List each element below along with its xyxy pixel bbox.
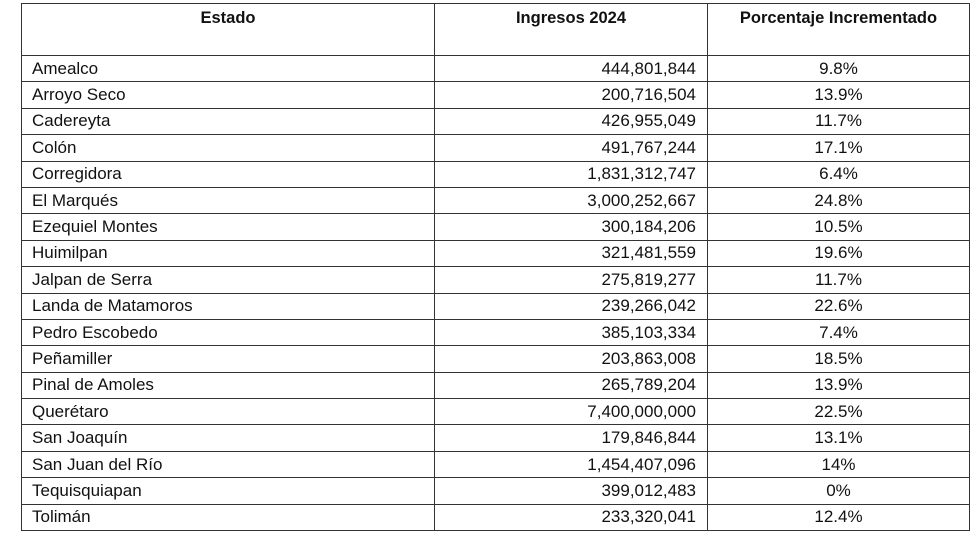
cell-porcentaje: 9.8%	[708, 56, 970, 82]
cell-estado: Jalpan de Serra	[22, 267, 435, 293]
cell-ingresos: 203,863,008	[435, 346, 708, 372]
cell-estado: El Marqués	[22, 187, 435, 213]
cell-estado: Pinal de Amoles	[22, 372, 435, 398]
cell-ingresos: 321,481,559	[435, 240, 708, 266]
cell-ingresos: 200,716,504	[435, 82, 708, 108]
cell-ingresos: 399,012,483	[435, 478, 708, 504]
cell-ingresos: 275,819,277	[435, 267, 708, 293]
table-row	[22, 399, 970, 425]
cell-estado: San Joaquín	[22, 425, 435, 451]
cell-estado: Tequisquiapan	[22, 478, 435, 504]
cell-estado: Huimilpan	[22, 240, 435, 266]
cell-estado: Colón	[22, 135, 435, 161]
cell-porcentaje: 17.1%	[708, 135, 970, 161]
cell-ingresos: 385,103,334	[435, 319, 708, 345]
cell-porcentaje: 0%	[708, 478, 970, 504]
cell-estado: Corregidora	[22, 161, 435, 187]
table-row	[22, 187, 970, 213]
cell-ingresos: 491,767,244	[435, 135, 708, 161]
table-row	[22, 56, 970, 82]
cell-estado: Pedro Escobedo	[22, 319, 435, 345]
table-row	[22, 135, 970, 161]
cell-ingresos: 265,789,204	[435, 372, 708, 398]
cell-ingresos: 444,801,844	[435, 56, 708, 82]
cell-porcentaje: 11.7%	[708, 267, 970, 293]
table-row	[22, 504, 970, 530]
cell-estado: Ezequiel Montes	[22, 214, 435, 240]
table-row	[22, 108, 970, 134]
cell-porcentaje: 22.6%	[708, 293, 970, 319]
table-row	[22, 293, 970, 319]
cell-porcentaje: 6.4%	[708, 161, 970, 187]
cell-ingresos: 426,955,049	[435, 108, 708, 134]
cell-estado: San Juan del Río	[22, 451, 435, 477]
cell-estado: Querétaro	[22, 399, 435, 425]
cell-porcentaje: 14%	[708, 451, 970, 477]
cell-estado: Cadereyta	[22, 108, 435, 134]
cell-ingresos: 300,184,206	[435, 214, 708, 240]
table-row	[22, 214, 970, 240]
table-row	[22, 346, 970, 372]
header-porcentaje: Porcentaje Incrementado	[708, 4, 970, 56]
header-row	[22, 4, 970, 56]
cell-ingresos: 1,454,407,096	[435, 451, 708, 477]
cell-ingresos: 7,400,000,000	[435, 399, 708, 425]
cell-estado: Landa de Matamoros	[22, 293, 435, 319]
header-ingresos: Ingresos 2024	[435, 4, 708, 56]
table-row	[22, 478, 970, 504]
table-row	[22, 267, 970, 293]
table-row	[22, 372, 970, 398]
header-estado: Estado	[22, 4, 435, 56]
table-row	[22, 240, 970, 266]
table-row	[22, 451, 970, 477]
cell-porcentaje: 24.8%	[708, 187, 970, 213]
cell-porcentaje: 13.9%	[708, 372, 970, 398]
cell-porcentaje: 19.6%	[708, 240, 970, 266]
cell-ingresos: 233,320,041	[435, 504, 708, 530]
cell-porcentaje: 18.5%	[708, 346, 970, 372]
cell-estado: Amealco	[22, 56, 435, 82]
cell-porcentaje: 10.5%	[708, 214, 970, 240]
revenue-table	[21, 3, 970, 531]
cell-porcentaje: 12.4%	[708, 504, 970, 530]
cell-ingresos: 179,846,844	[435, 425, 708, 451]
table-row	[22, 319, 970, 345]
cell-porcentaje: 11.7%	[708, 108, 970, 134]
table-row	[22, 425, 970, 451]
table-row	[22, 82, 970, 108]
cell-porcentaje: 13.1%	[708, 425, 970, 451]
cell-porcentaje: 7.4%	[708, 319, 970, 345]
table-row	[22, 161, 970, 187]
cell-estado: Peñamiller	[22, 346, 435, 372]
cell-ingresos: 239,266,042	[435, 293, 708, 319]
cell-estado: Arroyo Seco	[22, 82, 435, 108]
cell-ingresos: 1,831,312,747	[435, 161, 708, 187]
cell-ingresos: 3,000,252,667	[435, 187, 708, 213]
cell-porcentaje: 22.5%	[708, 399, 970, 425]
cell-estado: Tolimán	[22, 504, 435, 530]
cell-porcentaje: 13.9%	[708, 82, 970, 108]
